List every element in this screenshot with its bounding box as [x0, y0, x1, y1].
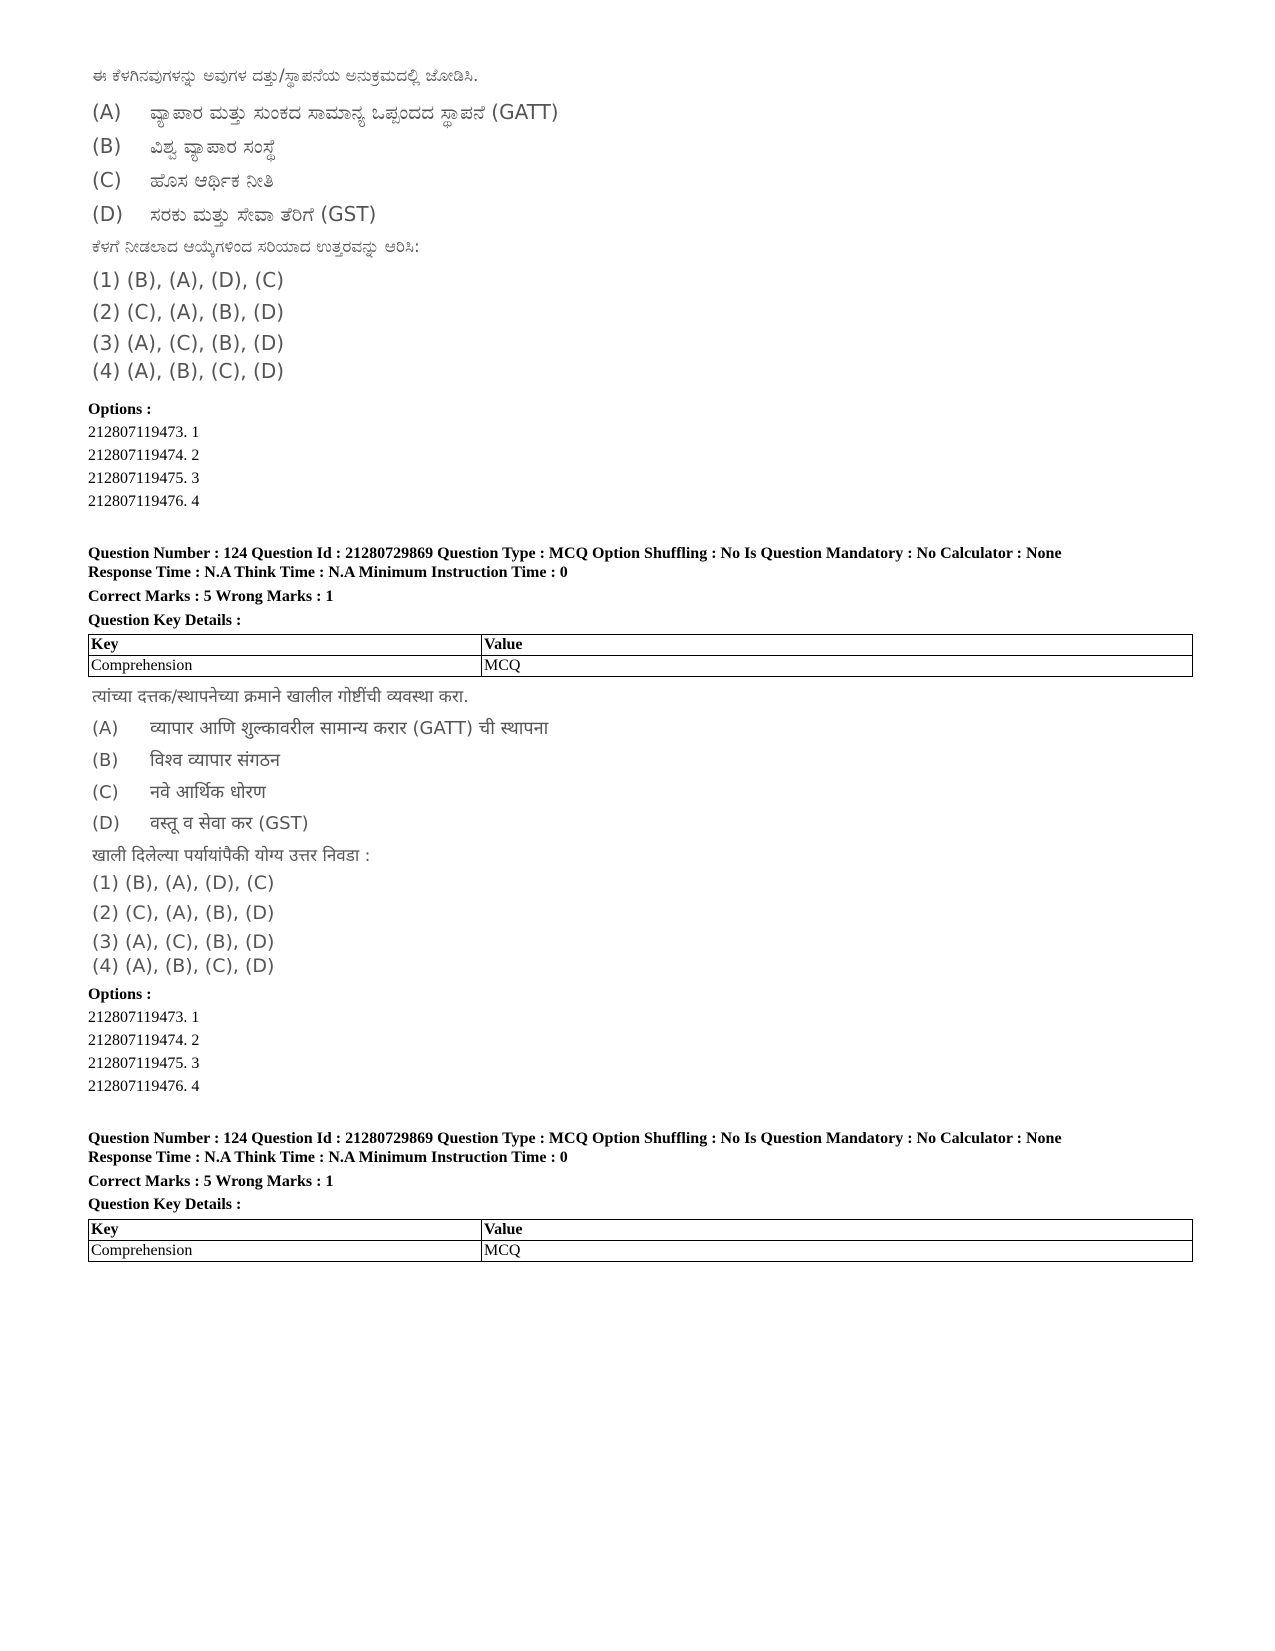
statement-d: [92, 811, 309, 835]
statement-text: ಹೊಸ ಆರ್ಥಿಕ ನೀತಿ: [150, 168, 274, 192]
answer-choice-3: (3) (A), (C), (B), (D): [92, 931, 275, 953]
value-header: Value: [482, 1220, 1193, 1241]
statement-a: [92, 100, 559, 124]
statement-text: विश्व व्यापार संगठन: [150, 750, 281, 771]
option-item: 212807119474. 2: [88, 1032, 200, 1049]
question-timing: Response Time : N.A Think Time : N.A Minimum Instruction Time : 0: [88, 1149, 568, 1166]
statement-letter: (A): [92, 718, 119, 739]
statement-letter: (B): [92, 750, 119, 771]
value-cell: MCQ: [482, 656, 1193, 677]
answer-choice-2: (2) (C), (A), (B), (D): [92, 902, 275, 924]
answer-choice-4: (4) (A), (B), (C), (D): [92, 955, 275, 977]
statement-text: ಸರಕು ಮತ್ತು ಸೇವಾ ತೆರಿಗೆ (GST): [150, 202, 377, 226]
option-item: 212807119476. 4: [88, 493, 200, 510]
question-meta: Question Number : 124 Question Id : 21280729869 Question Type : MCQ Option Shuffling : No Is Question Mandatory : No Calculator : None: [88, 545, 1062, 562]
option-item: 212807119475. 3: [88, 1055, 200, 1072]
statement-b: [92, 748, 280, 772]
question-meta: Question Number : 124 Question Id : 21280729869 Question Type : MCQ Option Shuffling : No Is Question Mandatory : No Calculator : None: [88, 1130, 1062, 1147]
statement-text: वस्तू व सेवा कर (GST): [150, 813, 309, 834]
statement-letter: (D): [92, 202, 124, 226]
value-header: Value: [482, 635, 1193, 656]
answer-choice-1: (1) (B), (A), (D), (C): [92, 268, 285, 292]
option-item: 212807119475. 3: [88, 470, 200, 487]
statement-b: [92, 134, 276, 158]
statement-c: [92, 168, 274, 192]
key-header: Key: [89, 635, 482, 656]
option-item: 212807119473. 1: [88, 424, 200, 441]
key-cell: Comprehension: [89, 1241, 482, 1262]
answer-choice-1: (1) (B), (A), (D), (C): [92, 872, 275, 894]
choose-instruction: खाली दिलेल्या पर्यायांपैकी योग्य उत्तर निवडा :: [92, 846, 371, 866]
question-marks: Correct Marks : 5 Wrong Marks : 1: [88, 1173, 334, 1190]
question-key-details-label: Question Key Details :: [88, 612, 242, 629]
question-instruction: ಈ ಕೆಳಗಿನವುಗಳನ್ನು ಅವುಗಳ ದತ್ತು/ಸ್ಥಾಪನೆಯ ಅನುಕ್ರಮದಲ್ಲಿ ಜೋಡಿಸಿ.: [92, 66, 479, 86]
table-row: [89, 1241, 1193, 1262]
choose-instruction: ಕೆಳಗೆ ನೀಡಲಾದ ಆಯ್ಕೆಗಳಿಂದ ಸರಿಯಾದ ಉತ್ತರವನ್ನು ಆರಿಸಿ:: [92, 237, 420, 257]
key-cell: Comprehension: [89, 656, 482, 677]
statement-letter: (D): [92, 813, 120, 834]
value-cell: MCQ: [482, 1241, 1193, 1262]
question-instruction: त्यांच्या दत्तक/स्थापनेच्या क्रमाने खालील गोष्टींची व्यवस्था करा.: [92, 687, 469, 707]
question-key-details-label: Question Key Details :: [88, 1196, 242, 1213]
statement-d: [92, 202, 376, 226]
table-header-row: [89, 635, 1193, 656]
statement-text: नवे आर्थिक धोरण: [150, 782, 266, 803]
option-item: 212807119476. 4: [88, 1078, 200, 1095]
option-item: 212807119474. 2: [88, 447, 200, 464]
statement-text: ವಿಶ್ವ ವ್ಯಾಪಾರ ಸಂಸ್ಥೆ: [150, 134, 277, 158]
answer-choice-2: (2) (C), (A), (B), (D): [92, 300, 285, 324]
statement-c: [92, 780, 266, 804]
options-label: Options :: [88, 986, 152, 1003]
answer-choice-4: (4) (A), (B), (C), (D): [92, 359, 285, 383]
question-timing: Response Time : N.A Think Time : N.A Minimum Instruction Time : 0: [88, 564, 568, 581]
statement-a: [92, 716, 548, 740]
statement-letter: (A): [92, 100, 122, 124]
statement-letter: (C): [92, 168, 122, 192]
option-item: 212807119473. 1: [88, 1009, 200, 1026]
question-marks: Correct Marks : 5 Wrong Marks : 1: [88, 588, 334, 605]
statement-letter: (B): [92, 134, 122, 158]
question-key-table: [88, 1219, 1193, 1262]
table-row: [89, 656, 1193, 677]
statement-letter: (C): [92, 782, 119, 803]
question-key-table: [88, 634, 1193, 677]
options-label: Options :: [88, 401, 152, 418]
statement-text: व्यापार आणि शुल्कावरील सामान्य करार (GATT) ची स्थापना: [150, 718, 549, 739]
statement-text: ವ್ಯಾಪಾರ ಮತ್ತು ಸುಂಕದ ಸಾಮಾನ್ಯ ಒಪ್ಪಂದದ ಸ್ಥಾಪನೆ (GATT): [150, 100, 559, 124]
table-header-row: [89, 1220, 1193, 1241]
answer-choice-3: (3) (A), (C), (B), (D): [92, 331, 285, 355]
key-header: Key: [89, 1220, 482, 1241]
